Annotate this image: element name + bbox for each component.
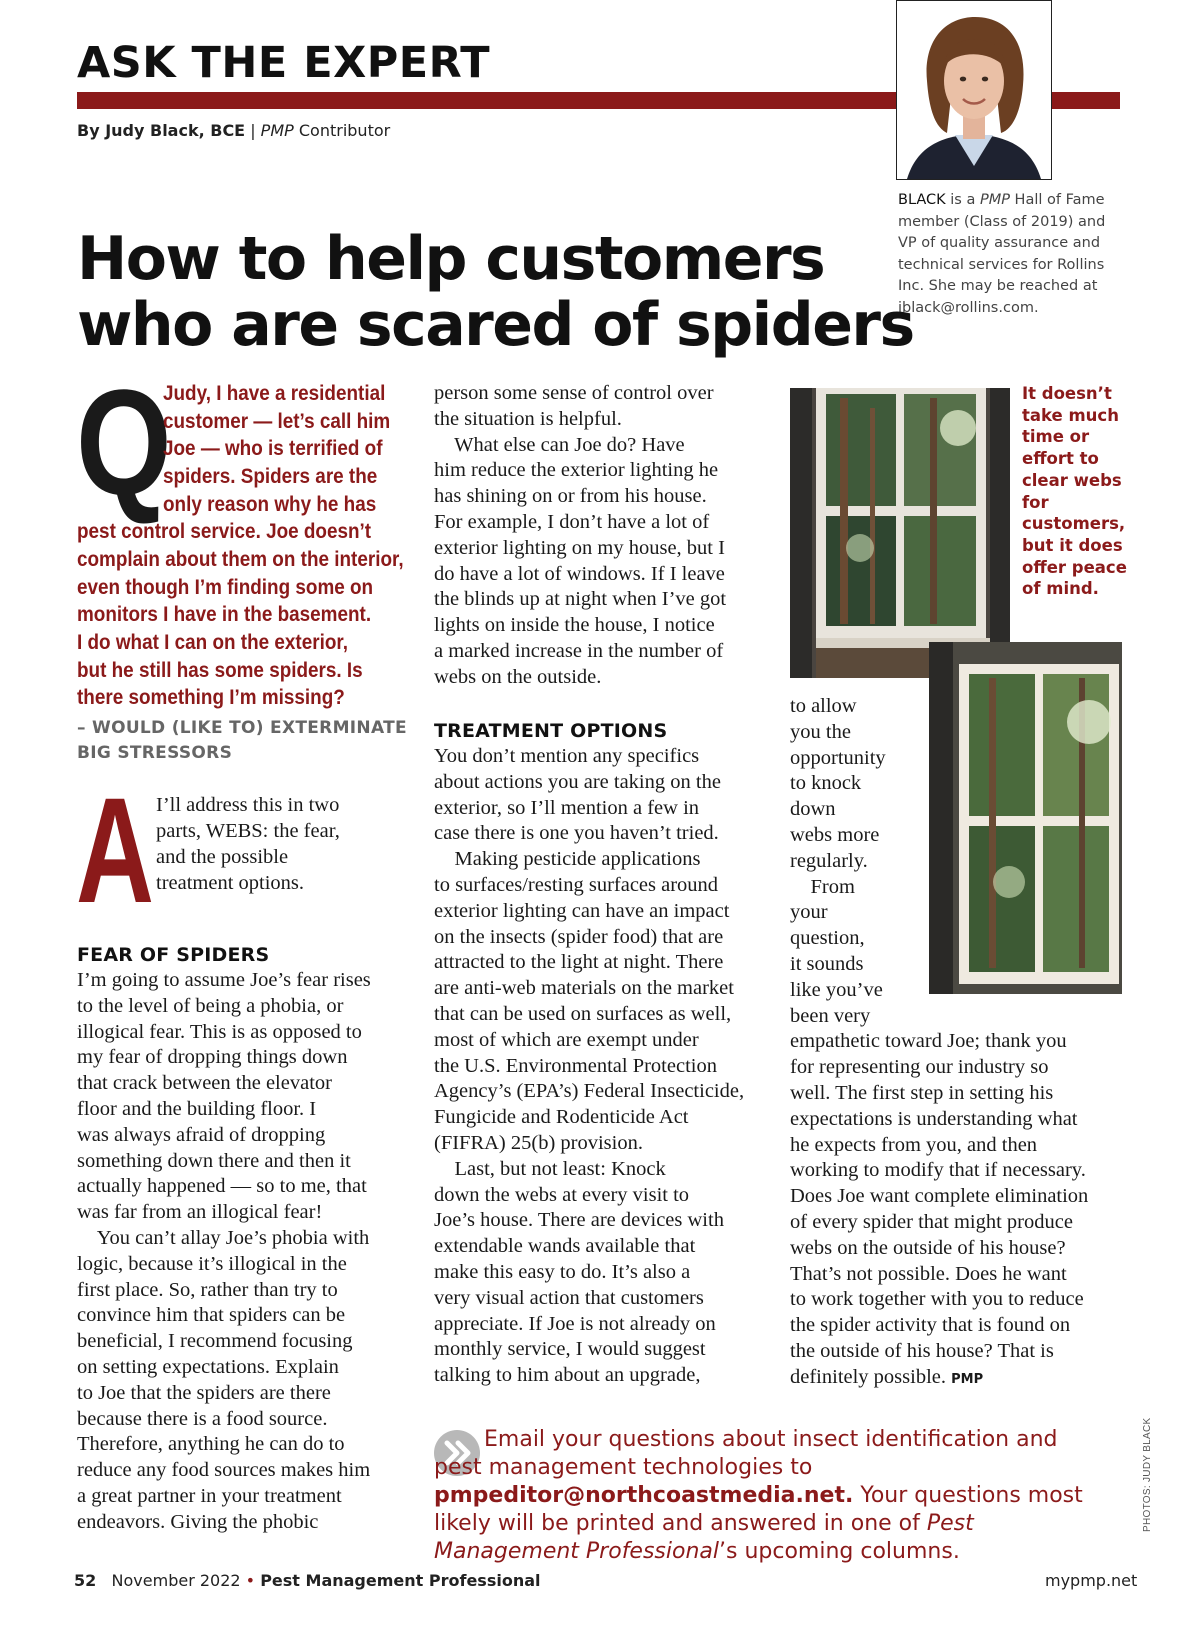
body-line: most of which are exempt under bbox=[434, 1028, 699, 1051]
body-line: to allow bbox=[790, 695, 857, 717]
question-line: pest control service. Joe doesn’t bbox=[77, 520, 372, 543]
body-line: question, bbox=[790, 927, 865, 950]
magazine-name: Pest Management Professional bbox=[260, 1571, 541, 1590]
answer-intro-line: and the possible bbox=[156, 846, 289, 868]
cta-email-link[interactable]: pmpeditor@northcoastmedia.net. bbox=[434, 1483, 854, 1508]
author-photo bbox=[896, 0, 1052, 180]
body-line: empathetic toward Joe; thank you bbox=[790, 1030, 1067, 1053]
answer-intro-line: treatment options. bbox=[156, 872, 305, 894]
body-line: your bbox=[790, 901, 828, 924]
body-line: opportunity bbox=[790, 746, 886, 769]
body-line: beneficial, I recommend focusing bbox=[77, 1330, 353, 1353]
body-line: appreciate. If Joe is not already on bbox=[434, 1312, 716, 1335]
body-line: because there is a food source. bbox=[77, 1407, 328, 1430]
body-line: Therefore, anything he can do to bbox=[77, 1433, 345, 1456]
body-line: are anti-web materials on the market bbox=[434, 977, 734, 1000]
byline bbox=[77, 121, 390, 140]
body-line: the blinds up at night when I’ve got bbox=[434, 588, 727, 611]
page-number: 52 bbox=[74, 1571, 97, 1590]
byline-author: By Judy Black, BCE bbox=[77, 121, 246, 140]
body-line: webs on the outside. bbox=[434, 665, 602, 688]
byline-role: Contributor bbox=[293, 121, 391, 140]
body-line: make this easy to do. It’s also a bbox=[434, 1260, 691, 1283]
bio-name: BLACK bbox=[898, 192, 946, 208]
body-line: logic, because it’s illogical in the bbox=[77, 1252, 347, 1275]
body-line: a great partner in your treatment bbox=[77, 1484, 342, 1507]
body-line: first place. So, rather than try to bbox=[77, 1278, 338, 1301]
body-line: that can be used on surfaces as well, bbox=[434, 1002, 732, 1025]
body-line: well. The first step in setting his bbox=[790, 1081, 1054, 1104]
body-line: him reduce the exterior lighting he bbox=[434, 459, 719, 482]
question-signature bbox=[77, 716, 407, 766]
footer-bullet: • bbox=[245, 1571, 256, 1590]
body-line: the U.S. Environmental Protection bbox=[434, 1054, 717, 1077]
question-line: only reason why he has bbox=[163, 493, 377, 516]
body-line: What else can Joe do? Have bbox=[434, 433, 685, 456]
body-line: Last, but not least: Knock bbox=[434, 1157, 666, 1180]
body-line-last bbox=[790, 1365, 1088, 1393]
body-line: endeavors. Giving the phobic bbox=[77, 1510, 319, 1533]
body-line: for representing our industry so bbox=[790, 1056, 1049, 1079]
answer-drop-cap: A bbox=[76, 766, 154, 934]
body-line: was far from an illogical fear! bbox=[77, 1201, 323, 1224]
question-line: Judy, I have a residential bbox=[163, 382, 386, 405]
window-illustration-1 bbox=[790, 388, 1010, 678]
signature-line-1: – WOULD (LIKE TO) EXTERMINATE bbox=[77, 718, 407, 738]
question-line: customer — let’s call him bbox=[163, 410, 391, 433]
byline-separator: | bbox=[245, 121, 261, 140]
section-label: ASK THE EXPERT bbox=[77, 38, 491, 88]
body-line: extendable wands available that bbox=[434, 1235, 696, 1258]
body-line: attracted to the light at night. There bbox=[434, 951, 724, 974]
pull-quote: It doesn’t take much time or effort to clear webs for customers, but it does offer peace of mind. bbox=[1022, 384, 1127, 599]
end-mark: PMP bbox=[951, 1371, 984, 1387]
body-line: the situation is helpful. bbox=[434, 407, 622, 430]
byline-publication: PMP bbox=[260, 121, 294, 140]
question-line: but he still has some spiders. Is bbox=[77, 659, 363, 682]
answer-intro-line: parts, WEBS: the fear, bbox=[156, 820, 340, 842]
body-line: do have a lot of windows. If I leave bbox=[434, 562, 725, 585]
body-line: been very bbox=[790, 1004, 871, 1027]
body-line: case there is one you haven’t tried. bbox=[434, 822, 719, 845]
answer-intro-line: I’ll address this in two bbox=[156, 794, 340, 816]
issue-date: November 2022 bbox=[111, 1571, 241, 1590]
body-line: I’m going to assume Joe’s fear rises bbox=[77, 969, 371, 991]
body-line: the outside of his house? That is bbox=[790, 1339, 1054, 1362]
article-headline bbox=[77, 226, 914, 358]
cta-text-3: ’s upcoming columns. bbox=[719, 1539, 960, 1564]
body-line: you the bbox=[790, 720, 851, 743]
body-line: floor and the building floor. I bbox=[77, 1097, 317, 1120]
body-line: to Joe that the spiders are there bbox=[77, 1381, 331, 1404]
body-line: webs more bbox=[790, 823, 880, 846]
body-line: very visual action that customers bbox=[434, 1286, 704, 1309]
cta-text-1: Email your questions about insect identification and pest management technologies to bbox=[434, 1427, 1058, 1480]
body-line: expectations is understanding what bbox=[790, 1107, 1078, 1130]
body-line: person some sense of control over bbox=[434, 382, 714, 404]
body-line: to surfaces/resting surfaces around bbox=[434, 873, 719, 896]
body-line: to work together with you to reduce bbox=[790, 1288, 1084, 1311]
body-line: From bbox=[790, 875, 855, 898]
body-line: That’s not possible. Does he want bbox=[790, 1262, 1067, 1285]
body-line: For example, I don’t have a lot of bbox=[434, 510, 710, 533]
body-line: my fear of dropping things down bbox=[77, 1046, 348, 1069]
body-line: Joe’s house. There are devices with bbox=[434, 1209, 724, 1232]
question-line: I do what I can on the exterior, bbox=[77, 631, 348, 654]
body-line: has shining on or from his house. bbox=[434, 485, 707, 508]
signature-line-2: BIG STRESSORS bbox=[77, 743, 233, 763]
body-line: illogical fear. This is as opposed to bbox=[77, 1020, 362, 1043]
question-drop-cap: Q bbox=[76, 358, 172, 526]
treatment-options-heading: TREATMENT OPTIONS bbox=[434, 720, 668, 742]
window-photo-1 bbox=[790, 388, 1010, 678]
body-line: about actions you are taking on the bbox=[434, 770, 721, 793]
body-line: webs on the outside of his house? bbox=[790, 1236, 1066, 1259]
body-line: lights on inside the house, I notice bbox=[434, 614, 715, 637]
bio-text-2: Hall of Fame member (Class of 2019) and VP of quality assurance and technical services for Rollins Inc. She may be reached at jblack@rollins.com. bbox=[898, 192, 1106, 316]
body-line: talking to him about an upgrade, bbox=[434, 1364, 701, 1387]
cta-text-2: Your questions most likely will be printed and answered in one of bbox=[434, 1483, 1083, 1536]
body-line: of every spider that might produce bbox=[790, 1210, 1073, 1233]
column-1-body bbox=[77, 968, 371, 1536]
body-line: reduce any food sources makes him bbox=[77, 1459, 371, 1482]
author-bio bbox=[898, 190, 1128, 319]
body-line: a marked increase in the number of bbox=[434, 639, 724, 662]
fear-of-spiders-heading: FEAR OF SPIDERS bbox=[77, 944, 270, 966]
body-line: on the insects (spider food) that are bbox=[434, 925, 724, 948]
body-line: Making pesticide applications bbox=[434, 848, 701, 871]
body-line: You don’t mention any specifics bbox=[434, 745, 700, 767]
question-line: Joe — who is terrified of bbox=[163, 437, 383, 460]
body-line: actually happened — so to me, that bbox=[77, 1175, 367, 1198]
question-line: monitors I have in the basement. bbox=[77, 603, 372, 626]
body-line: he expects from you, and then bbox=[790, 1133, 1038, 1156]
cta-publication: Pest Management Professional bbox=[434, 1511, 974, 1564]
body-line: something down there and then it bbox=[77, 1149, 351, 1172]
body-line: exterior, so I’ll mention a few in bbox=[434, 796, 700, 819]
body-line: down the webs at every visit to bbox=[434, 1183, 690, 1206]
body-line: working to modify that if necessary. bbox=[790, 1159, 1086, 1182]
body-line: Agency’s (EPA’s) Federal Insecticide, bbox=[434, 1080, 745, 1103]
headline-line-2: who are scared of spiders bbox=[77, 290, 914, 360]
photo-credit: PHOTOS: JUDY BLACK bbox=[1142, 1417, 1153, 1532]
body-line: down bbox=[790, 798, 836, 821]
body-line: (FIFRA) 25(b) provision. bbox=[434, 1131, 643, 1154]
author-portrait bbox=[897, 1, 1051, 179]
last-line-text: definitely possible. bbox=[790, 1365, 947, 1388]
body-line: on setting expectations. Explain bbox=[77, 1355, 339, 1378]
bio-publication: PMP bbox=[979, 192, 1010, 208]
body-line: You can’t allay Joe’s phobia with bbox=[77, 1226, 370, 1249]
body-line: to knock bbox=[790, 772, 862, 795]
body-line: Does Joe want complete elimination bbox=[790, 1185, 1089, 1208]
body-line: that crack between the elevator bbox=[77, 1072, 332, 1095]
column-2-top bbox=[434, 381, 726, 691]
question-line: there something I’m missing? bbox=[77, 686, 345, 709]
column-2-bottom bbox=[434, 744, 744, 1389]
body-line: convince him that spiders can be bbox=[77, 1304, 346, 1327]
body-line: was always afraid of dropping bbox=[77, 1123, 326, 1146]
column-3-narrow bbox=[790, 694, 1088, 1393]
body-line: it sounds bbox=[790, 952, 864, 975]
question-line: complain about them on the interior, bbox=[77, 548, 404, 571]
question-line: spiders. Spiders are the bbox=[163, 465, 378, 488]
headline-line-1: How to help customers bbox=[77, 224, 825, 294]
page-footer bbox=[74, 1571, 540, 1590]
body-line: like you’ve bbox=[790, 978, 883, 1001]
body-line: the spider activity that is found on bbox=[790, 1314, 1071, 1337]
question-line: even though I’m finding some on bbox=[77, 576, 374, 599]
website-url[interactable]: mypmp.net bbox=[1045, 1571, 1138, 1590]
bio-text-1: is a bbox=[945, 192, 980, 208]
body-line: exterior lighting on my house, but I bbox=[434, 536, 725, 559]
call-to-action bbox=[434, 1426, 1084, 1566]
body-line: to the level of being a phobia, or bbox=[77, 994, 344, 1017]
body-line: exterior lighting can have an impact bbox=[434, 899, 730, 922]
body-line: regularly. bbox=[790, 849, 868, 872]
body-line: Fungicide and Rodenticide Act bbox=[434, 1106, 689, 1129]
body-line: monthly service, I would suggest bbox=[434, 1338, 706, 1361]
